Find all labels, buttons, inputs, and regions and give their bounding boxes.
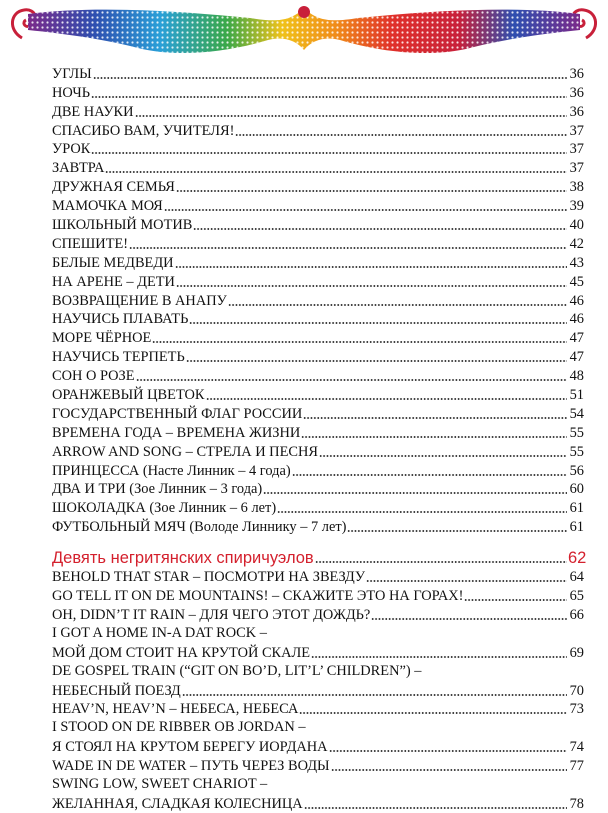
entry-title: СПЕШИТЕ! (52, 235, 129, 252)
page-number: 46 (569, 292, 584, 309)
entry-title: СПАСИБО ВАМ, УЧИТЕЛЯ! (52, 122, 235, 139)
entry-title: ПРИНЦЕССА (Насте Линник – 4 года) (52, 462, 291, 479)
dot-leader (135, 114, 567, 118)
toc-entry-first-line[interactable]: I GOT A HOME IN-A DAT ROCK – (52, 624, 267, 641)
toc-entry[interactable] (52, 253, 584, 272)
entry-title: МОЙ ДОМ СТОИТ НА КРУТОЙ СКАЛЕ (52, 644, 311, 661)
page-number: 61 (569, 519, 584, 536)
entry-title: ВОЗВРАЩЕНИЕ В АНАПУ (52, 292, 227, 309)
page-number: 74 (569, 739, 584, 756)
entry-title: НА АРЕНЕ – ДЕТИ (52, 273, 175, 290)
dot-leader (366, 579, 567, 583)
dot-leader (464, 598, 567, 602)
page-number: 66 (569, 606, 584, 623)
dot-leader (329, 749, 567, 753)
toc-entry[interactable] (52, 385, 584, 404)
dot-leader (315, 560, 567, 564)
page-number: 36 (569, 65, 584, 82)
toc-entry[interactable] (52, 700, 584, 719)
dot-leader (189, 321, 567, 325)
banner-center-ornament (298, 6, 310, 18)
toc-entry[interactable] (52, 328, 584, 347)
entry-title: НОЧЬ (52, 84, 91, 101)
toc-entry[interactable] (52, 517, 584, 536)
page-number: 77 (569, 758, 584, 775)
toc-entry[interactable] (52, 756, 584, 775)
entry-title: СОН О РОЗЕ (52, 368, 135, 385)
page-number: 39 (569, 198, 584, 215)
toc-entry[interactable] (52, 586, 584, 605)
page-number: 51 (569, 387, 584, 404)
toc-entry[interactable] (52, 643, 584, 662)
page-number: 37 (569, 160, 584, 177)
toc-entry-first-line[interactable]: SWING LOW, SWEET CHARIOT – (52, 776, 268, 793)
entry-title: УРОК (52, 141, 91, 158)
entry-title: ДВА И ТРИ (Зое Линник – 3 года) (52, 481, 263, 498)
entry-title: НАУЧИСЬ ПЛАВАТЬ (52, 311, 189, 328)
page-number: 43 (569, 254, 584, 271)
entry-title: ШОКОЛАДКА (Зое Линник – 6 лет) (52, 500, 277, 517)
entry-title: WADE IN DE WATER – ПУТЬ ЧЕРЕЗ ВОДЫ (52, 758, 330, 775)
toc-entry[interactable] (52, 158, 584, 177)
page-number: 45 (569, 273, 584, 290)
entry-title: OH, DIDN’T IT RAIN – ДЛЯ ЧЕГО ЭТОТ ДОЖДЬ? (52, 606, 371, 623)
page-number: 62 (568, 549, 587, 568)
dot-leader (176, 284, 567, 288)
entry-title: ФУТБОЛЬНЫЙ МЯЧ (Володе Линнику – 7 лет) (52, 519, 347, 536)
entry-title: BEHOLD THAT STAR – ПОСМОТРИ НА ЗВЕЗДУ (52, 569, 366, 586)
toc-entry[interactable] (52, 480, 584, 499)
table-of-contents (52, 64, 587, 813)
toc-entry[interactable] (52, 310, 584, 329)
entry-title: ЖЕЛАННАЯ, СЛАДКАЯ КОЛЕСНИЦА (52, 795, 303, 812)
toc-entry[interactable] (52, 234, 584, 253)
dot-leader (311, 655, 567, 659)
dot-leader (176, 189, 567, 193)
entry-title: ОРАНЖЕВЫЙ ЦВЕТОК (52, 387, 205, 404)
toc-entry[interactable] (52, 196, 584, 215)
dot-leader (331, 768, 567, 772)
page-number: 56 (569, 462, 584, 479)
dot-leader (347, 529, 567, 533)
toc-entry[interactable] (52, 423, 584, 442)
entry-title: HEAV’N, HEAV’N – НЕБЕСА, НЕБЕСА (52, 701, 299, 718)
page-number: 55 (569, 424, 584, 441)
toc-entry[interactable] (52, 140, 584, 159)
dot-leader (304, 806, 567, 810)
entry-title: ЗАВТРА (52, 160, 105, 177)
page-number: 48 (569, 368, 584, 385)
toc-entry[interactable] (52, 461, 584, 480)
dot-leader (263, 491, 567, 495)
toc-entry[interactable] (52, 102, 584, 121)
page-number: 38 (569, 179, 584, 196)
dot-leader (277, 510, 567, 514)
toc-entry[interactable] (52, 605, 584, 624)
page-number: 55 (569, 443, 584, 460)
decorative-header-banner (0, 0, 608, 62)
page-number: 73 (569, 701, 584, 718)
toc-entry[interactable] (52, 64, 584, 83)
dot-leader (193, 227, 567, 231)
dot-leader (228, 303, 567, 307)
entry-title: ШКОЛЬНЫЙ МОТИВ (52, 217, 193, 234)
dot-leader (319, 454, 567, 458)
page-number: 64 (569, 569, 584, 586)
page-number: 36 (569, 84, 584, 101)
dot-leader (105, 170, 567, 174)
toc-entry[interactable] (52, 215, 584, 234)
dot-leader (129, 246, 567, 250)
toc-entry[interactable] (52, 347, 584, 366)
entry-title: GO TELL IT ON DE MOUNTAINS! – СКАЖИТЕ ЭТО НА ГОРАХ! (52, 588, 464, 605)
page-number: 40 (569, 217, 584, 234)
toc-entry[interactable] (52, 567, 584, 586)
toc-entry-first-line[interactable]: DE GOSPEL TRAIN (“GIT ON BO’D, LIT’L’ CHILDREN”) – (52, 662, 422, 679)
page-number: 54 (569, 405, 584, 422)
dot-leader (206, 397, 567, 401)
dot-leader (292, 473, 567, 477)
toc-entry[interactable] (52, 737, 584, 756)
toc-entry[interactable] (52, 366, 584, 385)
toc-entry[interactable] (52, 291, 584, 310)
entry-title: ARROW AND SONG – СТРЕЛА И ПЕСНЯ (52, 443, 318, 460)
dot-leader (91, 95, 567, 99)
entry-title: УГЛЫ (52, 65, 92, 82)
dot-leader (175, 265, 567, 269)
toc-entry[interactable] (52, 442, 584, 461)
dot-leader (186, 359, 567, 363)
page-number: 37 (569, 141, 584, 158)
dot-leader (164, 208, 567, 212)
page-number: 36 (569, 103, 584, 120)
page-number: 46 (569, 311, 584, 328)
toc-entry-first-line[interactable]: I STOOD ON DE RIBBER OB JORDAN – (52, 719, 306, 736)
section-heading[interactable] (52, 540, 587, 568)
toc-entry[interactable] (52, 404, 584, 423)
entry-title: НЕБЕСНЫЙ ПОЕЗД (52, 682, 181, 699)
entry-title: БЕЛЫЕ МЕДВЕДИ (52, 254, 174, 271)
entry-title: ДРУЖНАЯ СЕМЬЯ (52, 179, 175, 196)
entry-title: ДВЕ НАУКИ (52, 103, 134, 120)
entry-title: МАМОЧКА МОЯ (52, 198, 163, 215)
dot-leader (91, 151, 567, 155)
dot-leader (182, 693, 567, 697)
toc-entry[interactable] (52, 498, 584, 517)
entry-title: Я СТОЯЛ НА КРУТОМ БЕРЕГУ ИОРДАНА (52, 739, 328, 756)
page-number: 65 (569, 588, 584, 605)
entry-title: НАУЧИСЬ ТЕРПЕТЬ (52, 349, 185, 366)
page-number: 78 (569, 795, 584, 812)
entry-title: Девять негритянских спиричуэлов (52, 549, 314, 568)
page-number: 47 (569, 330, 584, 347)
page-number: 47 (569, 349, 584, 366)
page-number: 69 (569, 644, 584, 661)
page-number: 60 (569, 481, 584, 498)
page-number: 37 (569, 122, 584, 139)
dot-leader (235, 133, 567, 137)
entry-title: ВРЕМЕНА ГОДА – ВРЕМЕНА ЖИЗНИ (52, 424, 301, 441)
toc-entry[interactable] (52, 794, 584, 813)
toc-entry[interactable] (52, 272, 584, 291)
dot-leader (136, 378, 567, 382)
page-number: 70 (569, 682, 584, 699)
toc-entry[interactable] (52, 121, 584, 140)
entry-title: ГОСУДАРСТВЕННЫЙ ФЛАГ РОССИИ (52, 405, 303, 422)
dot-leader (93, 76, 567, 80)
page-number: 42 (569, 235, 584, 252)
page-number: 61 (569, 500, 584, 517)
toc-entry[interactable] (52, 681, 584, 700)
dot-leader (152, 340, 567, 344)
dot-leader (303, 416, 567, 420)
dot-leader (299, 711, 567, 715)
entry-title: МОРЕ ЧЁРНОЕ (52, 330, 152, 347)
toc-entry[interactable] (52, 83, 584, 102)
dot-leader (371, 617, 567, 621)
dot-leader (301, 435, 567, 439)
toc-entry[interactable] (52, 177, 584, 196)
